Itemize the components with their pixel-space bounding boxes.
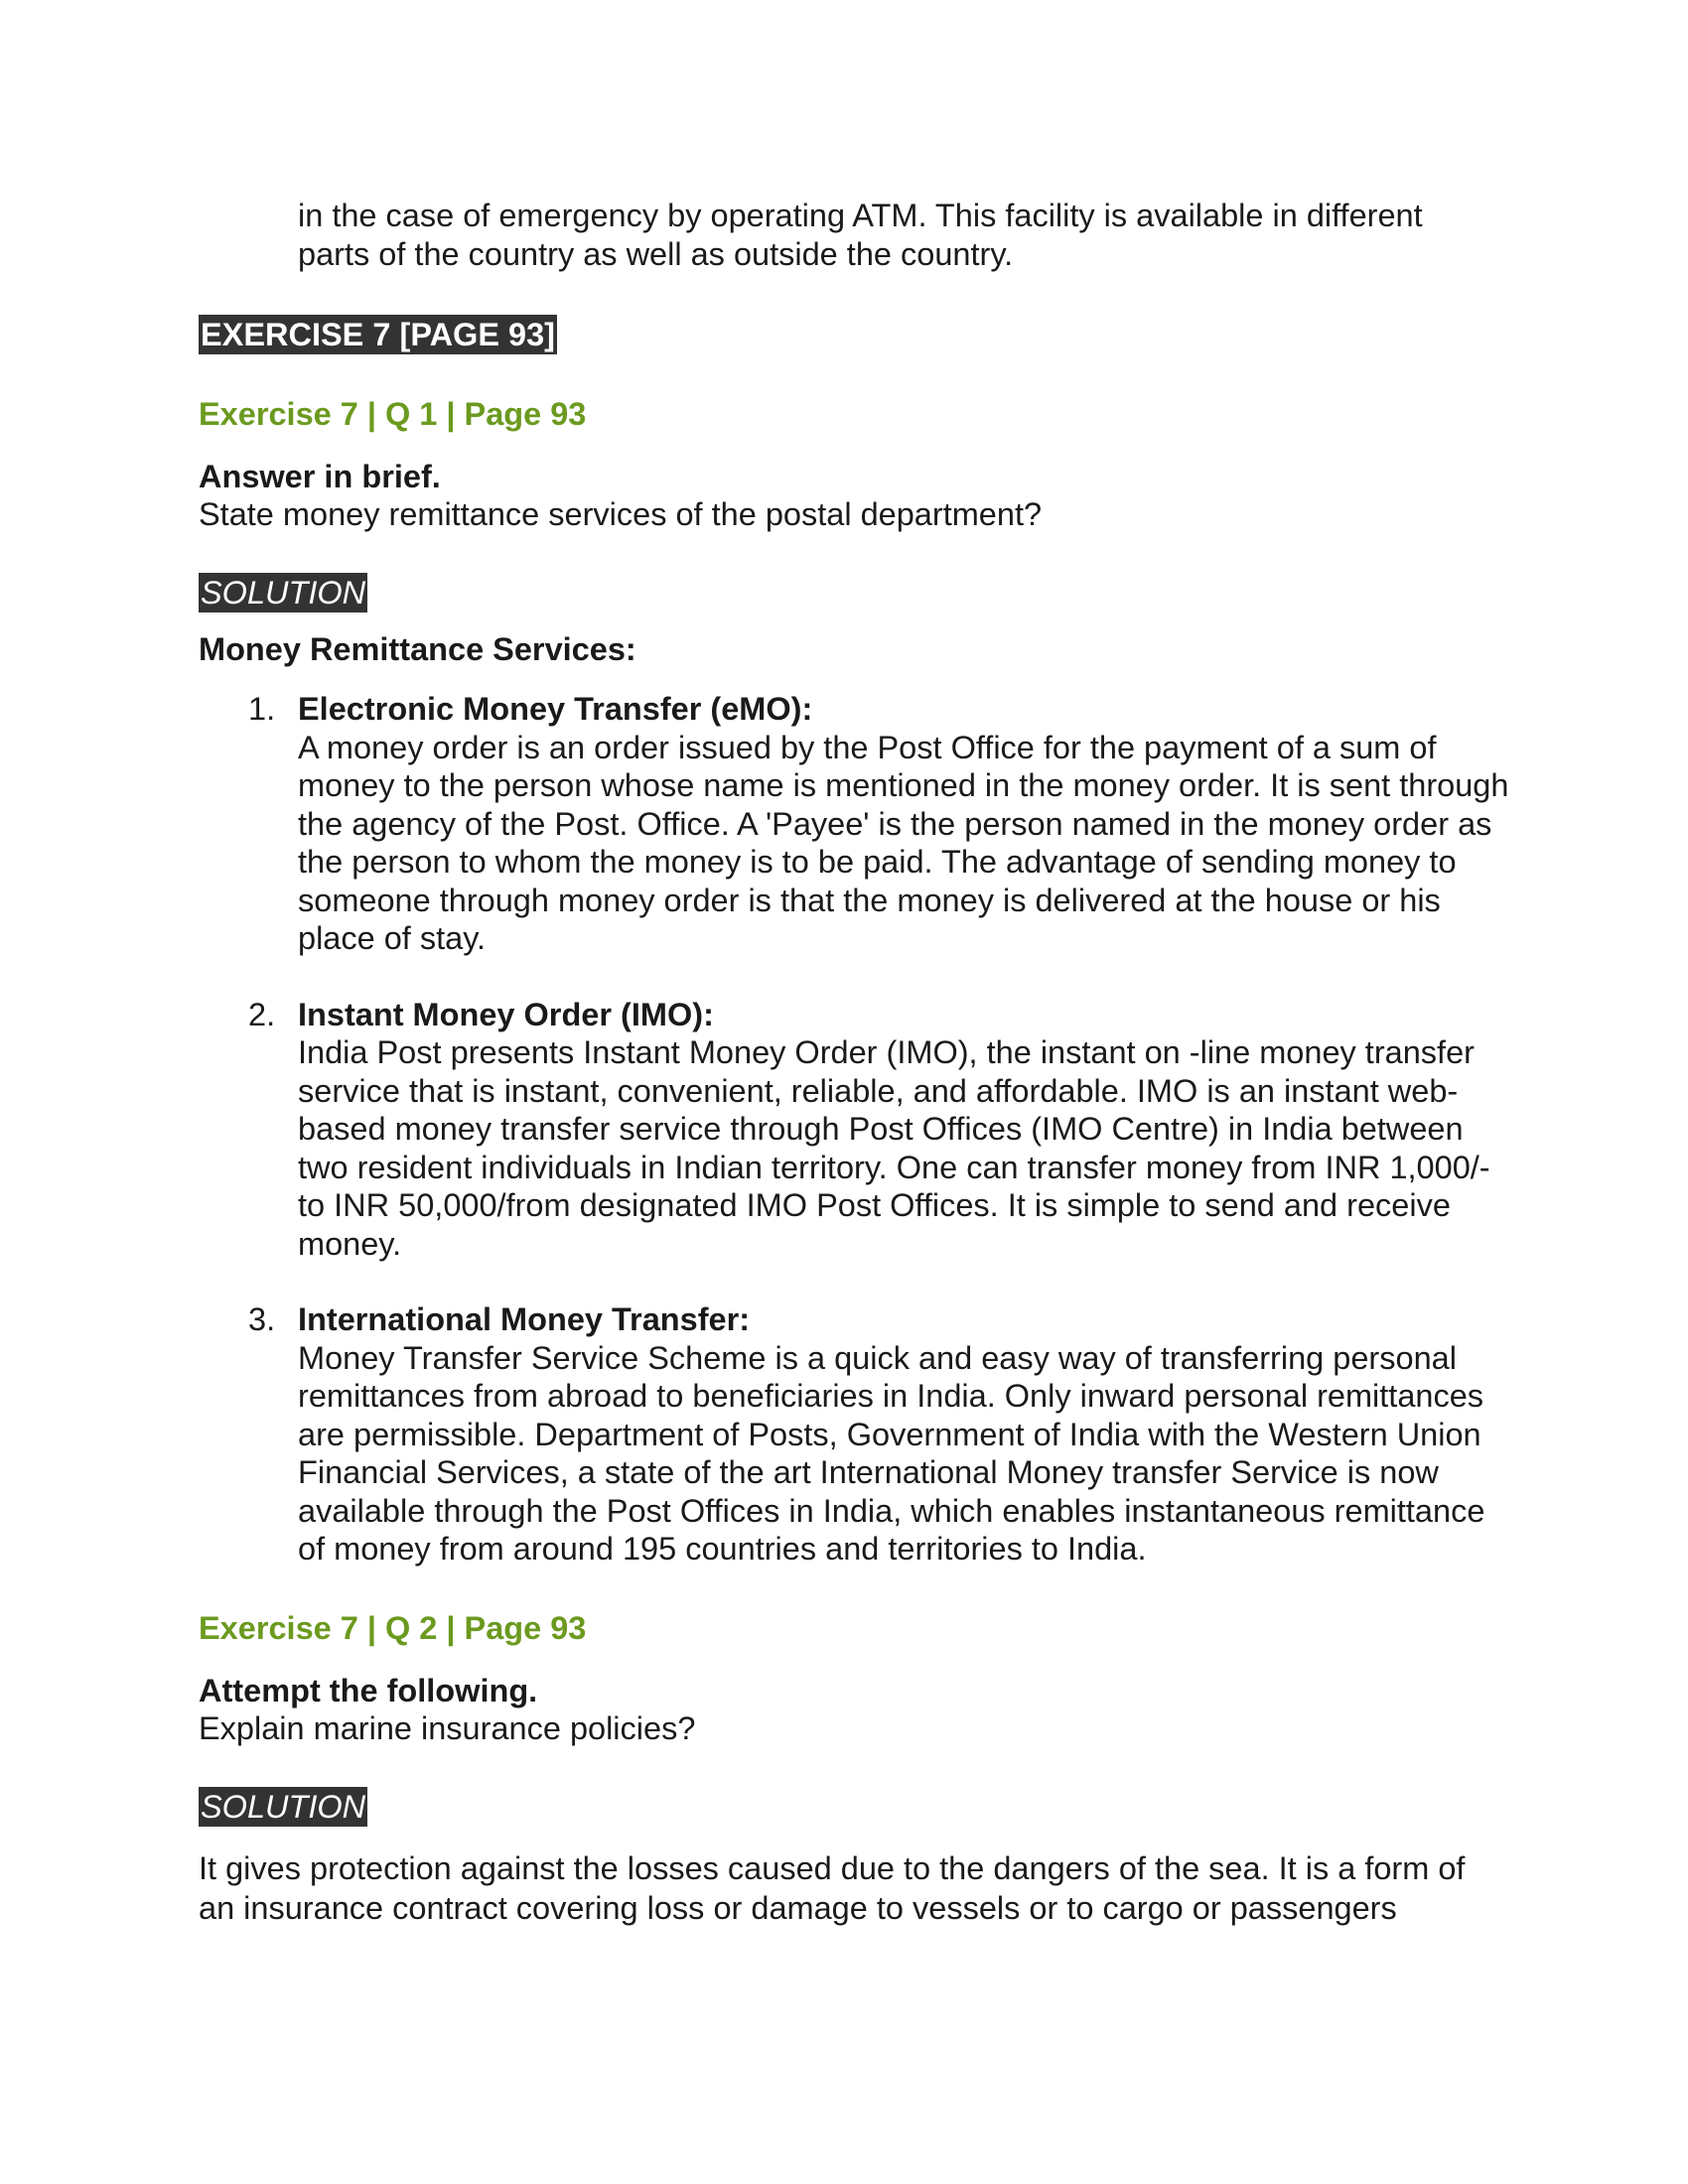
solution-1-section-title: Money Remittance Services:: [199, 631, 636, 667]
exercise-banner-wrap: [199, 273, 1509, 354]
question-2-heading: Exercise 7 | Q 2 | Page 93: [199, 1609, 587, 1646]
list-item-title: Instant Money Order (IMO):: [298, 996, 714, 1032]
list-item-body: A money order is an order issued by the Post Office for the payment of a sum of money to the person whose name is mentioned in the money order. It is sent through the agency of the Post. Office. A 'Payee' is the person named in the money order as the person to whom the money is to be paid. The advantage of sending money to someone through money order is that the money is delivered at the house or his place of stay.: [298, 729, 1509, 956]
list-item-number: 1.: [248, 691, 276, 727]
solution-2-banner: SOLUTION: [201, 1788, 366, 1825]
question-2-type: Attempt the following.: [199, 1672, 538, 1708]
intro-paragraph: in the case of emergency by operating ATM. This facility is available in different parts of the country as well as outside the country.: [298, 198, 1423, 272]
question-2-text: Explain marine insurance policies?: [199, 1709, 696, 1746]
question-2: [199, 1608, 1509, 1928]
solution-1-banner-wrap: [199, 533, 1509, 613]
question-1: [199, 394, 1509, 1569]
list-item-body: Money Transfer Service Scheme is a quick and easy way of transferring personal remittances from abroad to beneficiaries in India. Only inward personal remittances are permissible. Department of Posts, Government of India with the Western Union Financial Services, a state of the art International Money transfer Service is now available through the Post Offices in India, which enables instantaneous remittance of money from around 195 countries and territories to India.: [298, 1339, 1485, 1567]
list-item: [199, 1300, 1509, 1569]
solution-2-answer: It gives protection against the losses caused due to the dangers of the sea. It is a form of an insurance contract covering loss or damage to vessels or to cargo or passengers: [199, 1849, 1466, 1926]
exercise-banner: EXERCISE 7 [PAGE 93]: [201, 317, 556, 352]
solution-1-banner: SOLUTION: [201, 575, 366, 611]
list-item-number: 3.: [248, 1301, 276, 1337]
question-1-type: Answer in brief.: [199, 459, 441, 494]
solution-2-banner-wrap: [199, 1747, 1509, 1827]
question-1-heading: Exercise 7 | Q 1 | Page 93: [199, 396, 587, 432]
document-page: [199, 197, 1509, 1928]
question-1-text: State money remittance services of the postal department?: [199, 496, 1043, 532]
list-item-title: Electronic Money Transfer (eMO):: [298, 691, 813, 727]
list-item-title: International Money Transfer:: [298, 1301, 751, 1337]
list-item-body: India Post presents Instant Money Order (IMO), the instant on -line money transfer service that is instant, convenient, reliable, and affordable. IMO is an instant web-based money transfer service through Post Offices (IMO Centre) in India between two resident individuals in Indian territory. One can transfer money from INR 1,000/- to INR 50,000/from designated IMO Post Offices. It is simple to send and receive money.: [298, 1034, 1490, 1262]
list-item: [199, 996, 1509, 1264]
list-item: [199, 690, 1509, 958]
list-item-number: 2.: [248, 996, 276, 1032]
